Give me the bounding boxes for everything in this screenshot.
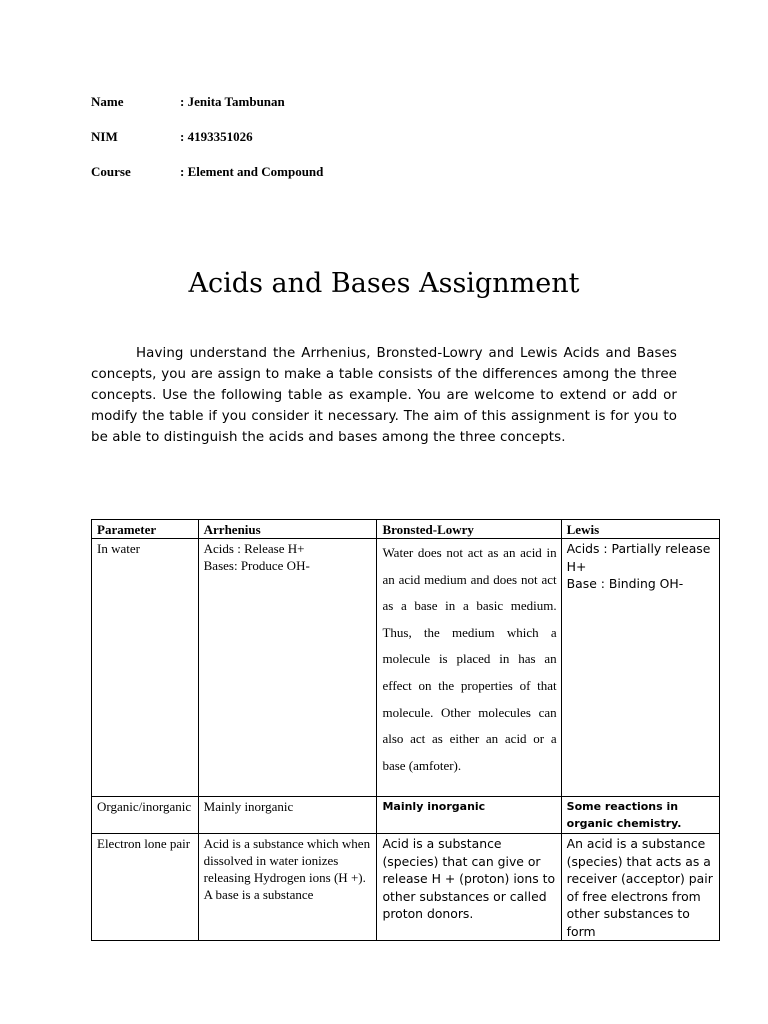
cell-lewis: An acid is a substance (species) that acts as a receiver (acceptor) pair of free electrons from other substances to form xyxy=(561,834,719,941)
student-info xyxy=(91,94,323,199)
course-value: : Element and Compound xyxy=(180,164,324,179)
table-row xyxy=(92,539,720,797)
cell-arrhenius: Acid is a substance which when dissolved in water ionizes releasing Hydrogen ions (H +). A base is a substance xyxy=(198,834,377,941)
lewis-acid-line: Acids : Partially release H+ xyxy=(566,541,711,574)
name-row xyxy=(91,94,323,129)
table-header-row xyxy=(92,520,720,539)
header-arrhenius: Arrhenius xyxy=(198,520,377,539)
header-bronsted-lowry: Bronsted-Lowry xyxy=(377,520,561,539)
course-row xyxy=(91,164,323,199)
table-row xyxy=(92,797,720,834)
arrhenius-base-line: Bases: Produce OH- xyxy=(203,558,310,573)
name-label: Name xyxy=(91,94,124,109)
document-title: Acids and Bases Assignment xyxy=(188,268,580,300)
course-label: Course xyxy=(91,164,131,179)
cell-bronsted: Water does not act as an acid in an acid medium and does not act as a base in a basic medium. Thus, the medium which a molecule is placed in has an effect on the properties of that molecule. Other molecules can also act as either an acid or a base (amfoter). xyxy=(377,539,561,797)
intro-paragraph: Having understand the Arrhenius, Bronsted-Lowry and Lewis Acids and Bases concepts, you are assign to make a table consists of the differences among the three concepts. Use the following table as example. You are welcome to extend or add or modify the table if you consider it necessary. The aim of this assignment is for you to be able to distinguish the acids and bases among the three concepts. xyxy=(91,346,677,445)
cell-bronsted: Mainly inorganic xyxy=(377,797,561,834)
name-value: : Jenita Tambunan xyxy=(180,94,285,109)
cell-parameter: In water xyxy=(92,539,199,797)
arrhenius-acid-line: Acids : Release H+ xyxy=(203,541,305,556)
cell-parameter: Electron lone pair xyxy=(92,834,199,941)
table-row xyxy=(92,834,720,941)
cell-arrhenius: Mainly inorganic xyxy=(198,797,377,834)
nim-row xyxy=(91,129,323,164)
nim-label: NIM xyxy=(91,129,118,144)
cell-arrhenius xyxy=(198,539,377,797)
nim-value: : 4193351026 xyxy=(180,129,253,144)
comparison-table xyxy=(91,519,720,941)
lewis-base-line: Base : Binding OH- xyxy=(566,576,684,591)
header-parameter: Parameter xyxy=(92,520,199,539)
cell-parameter: Organic/inorganic xyxy=(92,797,199,834)
cell-bronsted: Acid is a substance (species) that can give or release H + (proton) ions to other substances or called proton donors. xyxy=(377,834,561,941)
cell-lewis: Some reactions in organic chemistry. xyxy=(561,797,719,834)
cell-lewis xyxy=(561,539,719,797)
header-lewis: Lewis xyxy=(561,520,719,539)
